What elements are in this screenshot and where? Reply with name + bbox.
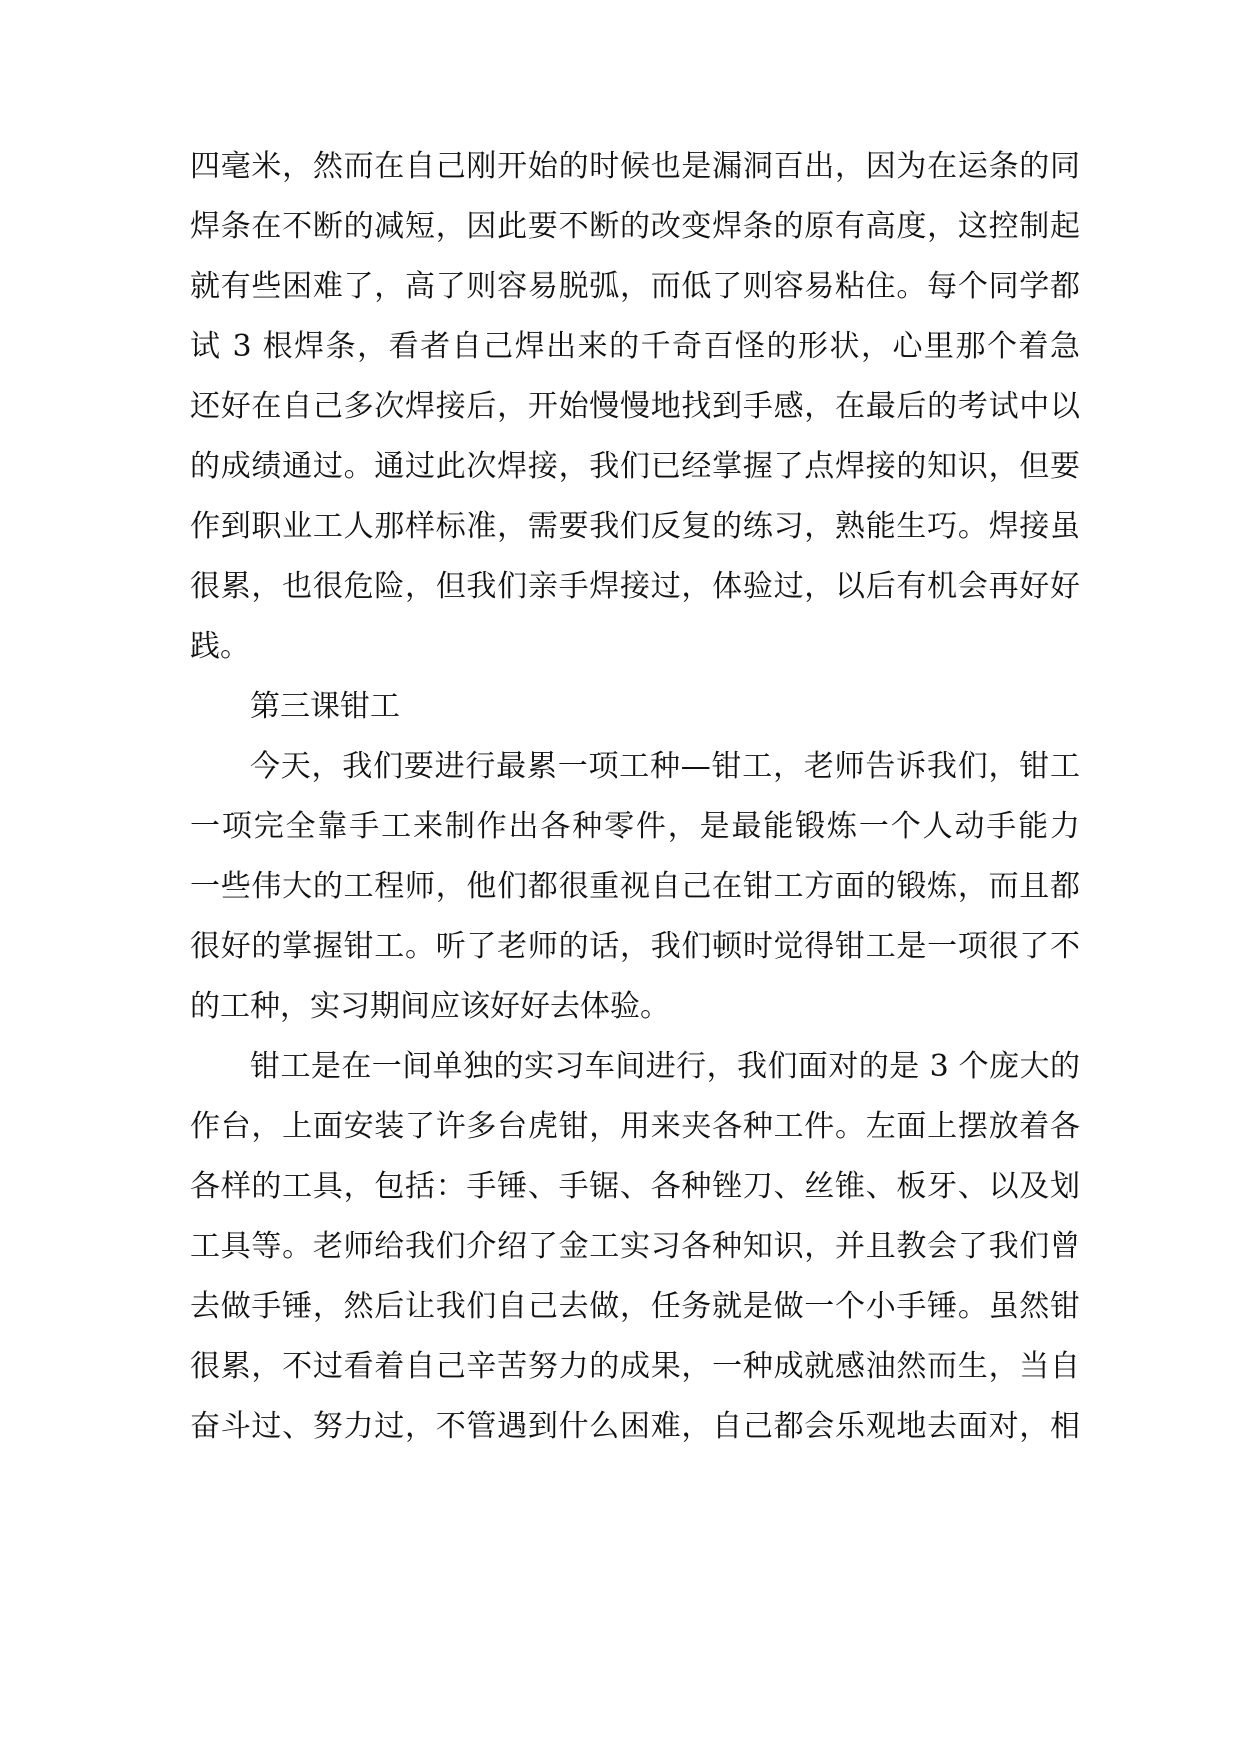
text-line: 今天，我们要进行最累一项工种—钳工，老师告诉我们，钳工 [250,749,1080,784]
text-line: 的成绩通过。通过此次焊接，我们已经掌握了点焊接的知识，但要 [190,449,1080,484]
text-line: 四毫米，然而在自己刚开始的时候也是漏洞百出，因为在运条的同 [190,149,1080,184]
text-line: 很好的掌握钳工。听了老师的话，我们顿时觉得钳工是一项很了不 [190,929,1080,964]
text-line: 就有些困难了，高了则容易脱弧，而低了则容易粘住。每个同学都 [190,269,1080,304]
text-line: 很累，也很危险，但我们亲手焊接过，体验过，以后有机会再好好 [190,569,1080,604]
text-line: 各样的工具，包括：手锤、手锯、各种锉刀、丝锥、板牙、以及划 [190,1169,1080,1204]
text-line: 还好在自己多次焊接后，开始慢慢地找到手感，在最后的考试中以 [190,389,1080,424]
text-line: 钳工是在一间单独的实习车间进行，我们面对的是 3 个庞大的 [250,1049,1080,1084]
text-line: 作到职业工人那样标准，需要我们反复的练习，熟能生巧。焊接虽 [190,509,1080,544]
text-line: 工具等。老师给我们介绍了金工实习各种知识，并且教会了我们曾 [190,1229,1080,1264]
text-line: 的工种，实习期间应该好好去体验。 [190,989,670,1024]
section-heading: 第三课钳工 [250,689,400,724]
text-line: 试 3 根焊条，看者自己焊出来的千奇百怪的形状，心里那个着急 [190,329,1080,364]
text-line: 作台，上面安装了许多台虎钳，用来夹各种工件。左面上摆放着各 [190,1109,1080,1144]
text-line: 一项完全靠手工来制作出各种零件，是最能锻炼一个人动手能力 [190,809,1080,844]
text-line: 践。 [190,629,250,664]
text-line: 焊条在不断的减短，因此要不断的改变焊条的原有高度，这控制起 [190,209,1080,244]
text-line: 奋斗过、努力过，不管遇到什么困难，自己都会乐观地去面对，相 [190,1409,1080,1444]
text-line: 一些伟大的工程师，他们都很重视自己在钳工方面的锻炼，而且都 [190,869,1080,904]
text-line: 去做手锤，然后让我们自己去做，任务就是做一个小手锤。虽然钳 [190,1289,1080,1324]
text-line: 很累，不过看着自己辛苦努力的成果，一种成就感油然而生，当自 [190,1349,1080,1384]
